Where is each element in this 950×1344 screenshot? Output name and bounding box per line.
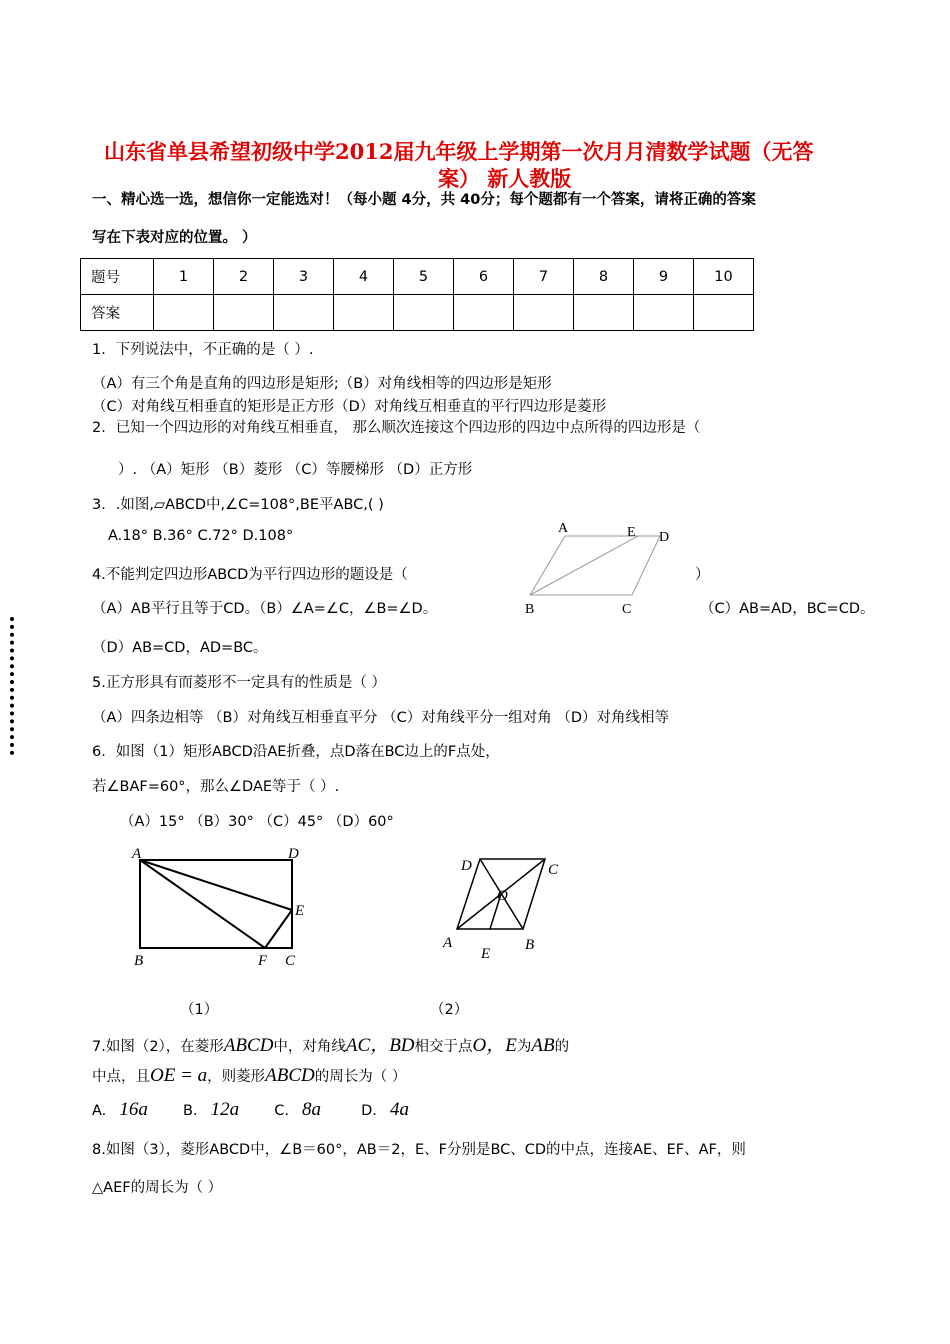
q7-option-b: 12a bbox=[210, 1099, 240, 1120]
q3-stem: 3．.如图,▱ABCD中,∠C=108°,BE平ABC,( ) bbox=[92, 497, 384, 513]
question-number-cell: 9 bbox=[634, 259, 694, 295]
q7-text: 为 bbox=[516, 1039, 532, 1055]
q7-stem-line2 bbox=[92, 1065, 406, 1087]
q6-options: （A）15° （B）30° （C）45° （D）60° bbox=[120, 814, 394, 830]
label-d: D bbox=[288, 846, 299, 862]
q7-option-d: 4a bbox=[390, 1099, 410, 1120]
label-a: A bbox=[558, 521, 569, 536]
question-number-cell: 1 bbox=[154, 259, 214, 295]
question-number-cell: 6 bbox=[454, 259, 514, 295]
q7-option-a-label: A. bbox=[92, 1103, 107, 1119]
q7-option-b-label: B. bbox=[182, 1103, 198, 1119]
answer-cell[interactable] bbox=[694, 295, 754, 331]
row-header-answer: 答案 bbox=[81, 295, 154, 331]
q2-stem: 2．已知一个四边形的对角线互相垂直， 那么顺次连接这个四边形的四边中点所得的四边形是（ bbox=[92, 420, 701, 436]
q1-options-line2: （C）对角线互相垂直的矩形是正方形（D）对角线互相垂直的平行四边形是菱形 bbox=[92, 399, 607, 415]
answer-table bbox=[80, 258, 754, 331]
segment-fe bbox=[265, 910, 292, 948]
q7-text: 的 bbox=[554, 1039, 570, 1055]
label-o: O bbox=[497, 888, 508, 904]
figure1-caption: （1） bbox=[180, 1002, 219, 1018]
answer-cell[interactable] bbox=[154, 295, 214, 331]
q4-option-d: （D）AB=CD，AD=BC。 bbox=[92, 640, 268, 656]
question-number-cell: 8 bbox=[574, 259, 634, 295]
q7-math: AC，BD bbox=[345, 1035, 415, 1056]
label-c: C bbox=[285, 953, 296, 969]
q7-text: 7.如图（2），在菱形 bbox=[92, 1039, 224, 1055]
figure2-rhombus bbox=[435, 848, 575, 968]
q7-math: O，E bbox=[472, 1035, 517, 1056]
q1-options-line1: （A）有三个角是直角的四边形是矩形;（B）对角线相等的四边形是矩形 bbox=[92, 376, 552, 392]
answer-table-answer-row bbox=[81, 295, 754, 331]
q2-options: ）. （A）矩形 （B）菱形 （C）等腰梯形 （D）正方形 bbox=[118, 462, 473, 478]
label-a: A bbox=[132, 846, 142, 862]
q7-text: 相交于点 bbox=[414, 1039, 473, 1055]
question-number-cell: 5 bbox=[394, 259, 454, 295]
q5-options: （A）四条边相等 （B）对角线互相垂直平分 （C）对角线平分一组对角 （D）对角线相等 bbox=[92, 710, 669, 726]
q7-option-c-label: C. bbox=[274, 1103, 289, 1119]
q6-stem-line2: 若∠BAF=60°，那么∠DAE等于（ ）. bbox=[92, 779, 340, 795]
label-e: E bbox=[627, 525, 636, 540]
q7-text: ，则菱形 bbox=[207, 1069, 266, 1085]
binding-margin-dots bbox=[10, 617, 18, 755]
q8-stem-line2: △AEF的周长为（ ） bbox=[92, 1180, 223, 1196]
q4-options-left: （A）AB平行且等于CD。（B）∠A=∠C，∠B=∠D。 bbox=[92, 601, 438, 617]
section1-instructions-line1: 一、精心选一选，想信你一定能选对！（每小题 4分，共 40分；每个题都有一个答案，请将正确的答案 bbox=[92, 192, 756, 208]
q5-stem: 5.正方形具有而菱形不一定具有的性质是（ ） bbox=[92, 675, 386, 691]
label-c: C bbox=[622, 602, 632, 617]
answer-cell[interactable] bbox=[274, 295, 334, 331]
q7-option-d-label: D. bbox=[361, 1103, 377, 1119]
answer-cell[interactable] bbox=[394, 295, 454, 331]
rectangle-abcd bbox=[140, 860, 292, 948]
label-d: D bbox=[461, 858, 472, 874]
label-d: D bbox=[659, 530, 670, 545]
q7-math: AB bbox=[531, 1035, 555, 1056]
q7-option-a: 16a bbox=[119, 1099, 148, 1120]
q8-stem-line1: 8.如图（3），菱形ABCD中，∠B＝60°，AB＝2，E、F分别是BC、CD的中点，连接AE、EF、AF，则 bbox=[92, 1142, 746, 1158]
q4-options-right: （C）AB=AD，BC=CD。 bbox=[700, 601, 875, 617]
section1-instructions-line2: 写在下表对应的位置。 ） bbox=[92, 230, 257, 246]
answer-table-number-row bbox=[81, 259, 754, 295]
q4-stem-right: ） bbox=[695, 567, 710, 583]
q7-stem-line1 bbox=[92, 1030, 569, 1057]
q1-stem: 1．下列说法中，不正确的是（ ）. bbox=[92, 342, 314, 358]
label-b: B bbox=[525, 937, 535, 953]
q7-options bbox=[92, 1099, 409, 1121]
answer-cell[interactable] bbox=[634, 295, 694, 331]
label-e: E bbox=[481, 946, 491, 962]
label-c: C bbox=[548, 862, 559, 878]
segment-be bbox=[530, 536, 638, 595]
answer-cell[interactable] bbox=[454, 295, 514, 331]
label-f: F bbox=[258, 953, 268, 969]
q7-text: 的周长为（ ） bbox=[314, 1069, 407, 1085]
q6-stem-line1: 6．如图（1）矩形ABCD沿AE折叠，点D落在BC边上的F点处， bbox=[92, 744, 500, 760]
row-header-question-number: 题号 bbox=[81, 259, 154, 295]
label-e: E bbox=[295, 903, 305, 919]
question-number-cell: 7 bbox=[514, 259, 574, 295]
answer-cell[interactable] bbox=[334, 295, 394, 331]
exam-title-line1: 山东省单县希望初级中学2012届九年级上学期第一次月月清数学试题（无答 bbox=[104, 139, 814, 164]
label-b: B bbox=[525, 602, 535, 617]
label-a: A bbox=[443, 935, 453, 951]
q7-math: ABCD bbox=[265, 1065, 315, 1086]
figure1-rectangle-fold bbox=[125, 840, 325, 975]
parallelogram-outline bbox=[530, 536, 660, 595]
q7-math: ABCD bbox=[223, 1035, 274, 1056]
q3-options: A.18° B.36° C.72° D.108° bbox=[108, 528, 294, 544]
q3-parallelogram-figure bbox=[520, 518, 680, 618]
q4-stem-left: 4.不能判定四边形ABCD为平行四边形的题设是（ bbox=[92, 567, 408, 583]
question-number-cell: 3 bbox=[274, 259, 334, 295]
q7-text: 中点，且 bbox=[92, 1069, 150, 1085]
answer-cell[interactable] bbox=[514, 295, 574, 331]
label-b: B bbox=[134, 953, 144, 969]
q7-math: OE = a bbox=[150, 1065, 208, 1086]
q7-text: 中，对角线 bbox=[273, 1039, 346, 1055]
figure2-caption: （2） bbox=[430, 1002, 469, 1018]
answer-cell[interactable] bbox=[574, 295, 634, 331]
question-number-cell: 10 bbox=[694, 259, 754, 295]
answer-cell[interactable] bbox=[214, 295, 274, 331]
fold-line-ae bbox=[140, 860, 292, 910]
q7-option-c: 8a bbox=[302, 1099, 322, 1120]
segment-af bbox=[140, 860, 265, 948]
question-number-cell: 2 bbox=[214, 259, 274, 295]
exam-title-line2: 案） 新人教版 bbox=[438, 166, 572, 191]
question-number-cell: 4 bbox=[334, 259, 394, 295]
